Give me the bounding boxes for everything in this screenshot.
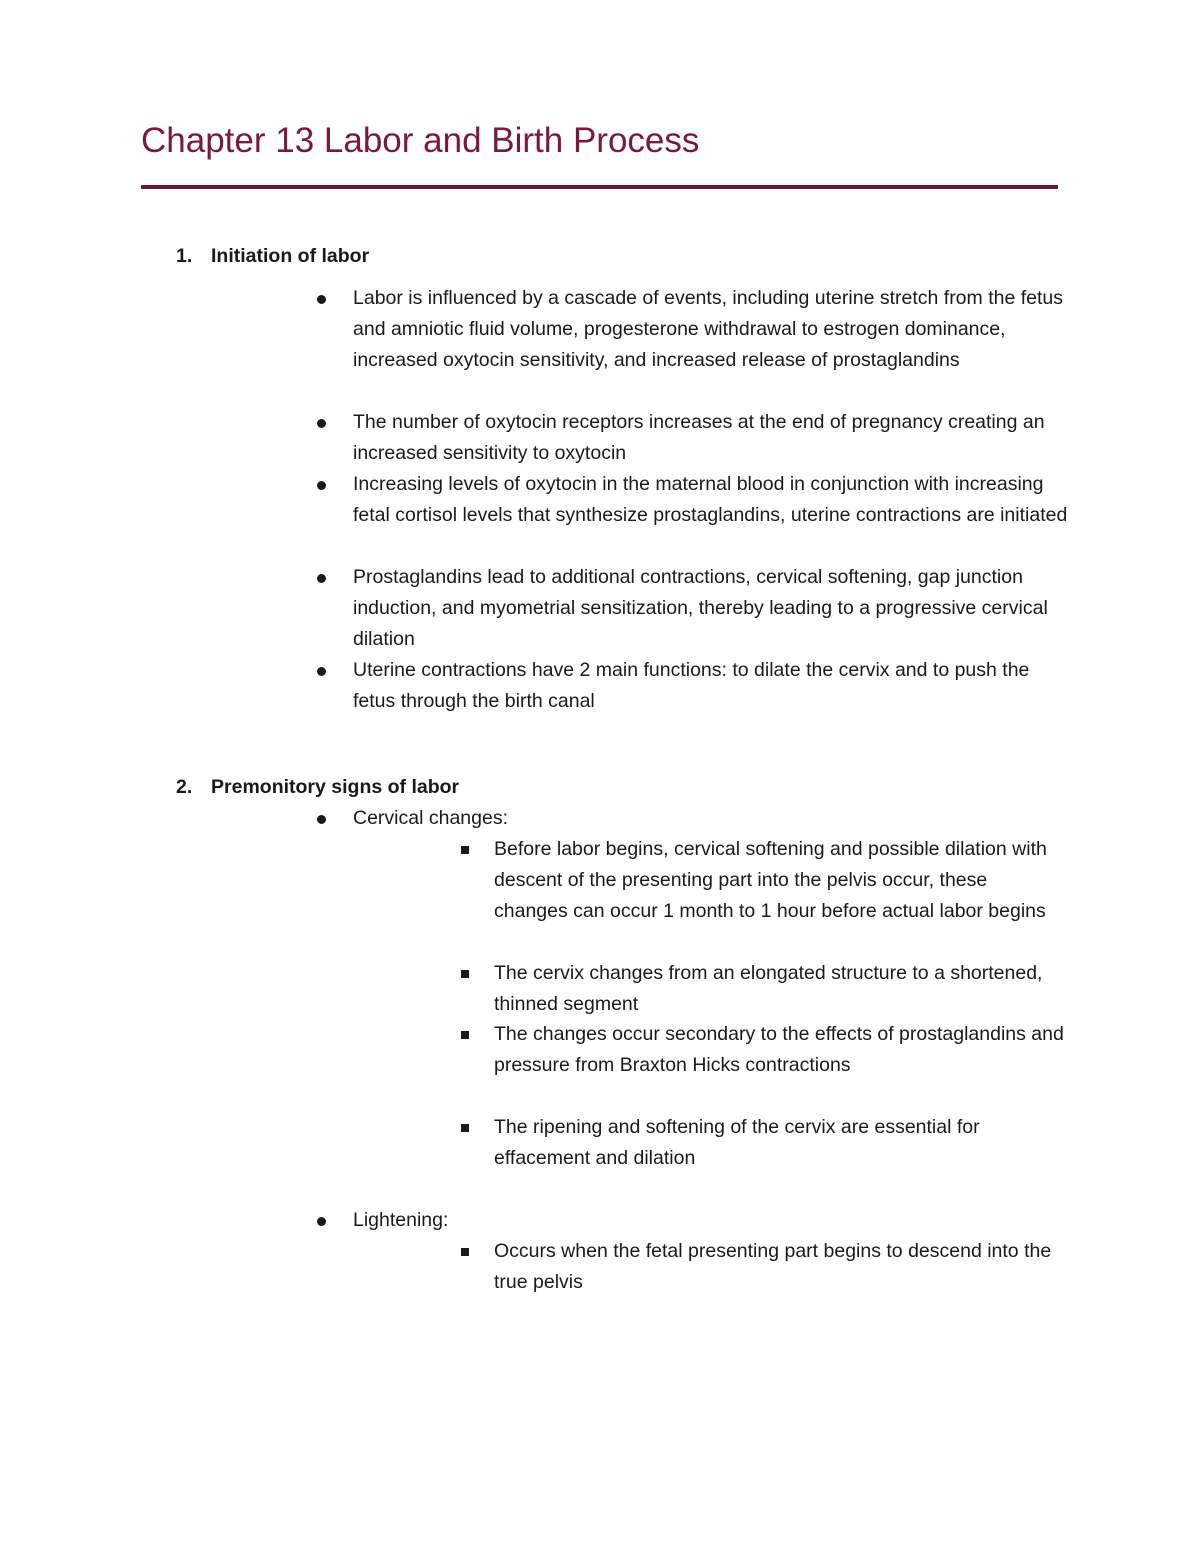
list-item-text: Lightening: bbox=[353, 1209, 449, 1231]
bullet-dot-icon bbox=[317, 1217, 326, 1226]
list-item-text: Increasing levels of oxytocin in the maternal blood in conjunction with increasing fetal cortisol levels that synthesize prostaglandins, uterine contractions are initiated bbox=[353, 473, 1068, 526]
bullet-square-icon bbox=[461, 1124, 469, 1132]
bullet-dot-icon bbox=[317, 295, 326, 304]
page-title: Chapter 13 Labor and Birth Process bbox=[141, 121, 700, 160]
list-item bbox=[353, 1205, 1073, 1236]
list-item-text: Labor is influenced by a cascade of events, including uterine stretch from the fetus and amniotic fluid volume, progesterone withdrawal to estrogen dominance, increased oxytocin sensitivity, and increased release of prostaglandins bbox=[353, 287, 1063, 371]
list-item bbox=[353, 655, 1073, 717]
sub-list-item-text: Occurs when the fetal presenting part begins to descend into the true pelvis bbox=[494, 1240, 1052, 1293]
list-item-text: Cervical changes: bbox=[353, 807, 508, 829]
bullet-square-icon bbox=[461, 1031, 469, 1039]
title-divider bbox=[141, 185, 1058, 189]
bullet-square-icon bbox=[461, 1248, 469, 1256]
sub-list-item-text: The cervix changes from an elongated structure to a shortened, thinned segment bbox=[494, 962, 1043, 1015]
sub-list-item bbox=[494, 958, 1064, 1020]
list-item bbox=[353, 407, 1073, 469]
sub-list-item bbox=[494, 834, 1064, 927]
section-number: 2. bbox=[176, 776, 193, 798]
sub-list-item bbox=[494, 1019, 1064, 1081]
list-item-text: The number of oxytocin receptors increases at the end of pregnancy creating an increased sensitivity to oxytocin bbox=[353, 411, 1045, 464]
bullet-dot-icon bbox=[317, 815, 326, 824]
sub-list-item-text: Before labor begins, cervical softening and possible dilation with descent of the presenting part into the pelvis occur, these changes can occur 1 month to 1 hour before actual labor begins bbox=[494, 838, 1047, 922]
bullet-dot-icon bbox=[317, 574, 326, 583]
section-heading bbox=[176, 241, 369, 272]
bullet-dot-icon bbox=[317, 667, 326, 676]
bullet-dot-icon bbox=[317, 481, 326, 490]
bullet-square-icon bbox=[461, 970, 469, 978]
bullet-dot-icon bbox=[317, 419, 326, 428]
sub-list-item-text: The ripening and softening of the cervix are essential for effacement and dilation bbox=[494, 1116, 980, 1169]
sub-list-item bbox=[494, 1112, 1064, 1174]
section-number: 1. bbox=[176, 245, 193, 267]
list-item-text: Prostaglandins lead to additional contractions, cervical softening, gap junction induction, and myometrial sensitization, thereby leading to a progressive cervical dilation bbox=[353, 566, 1048, 650]
sub-list-item bbox=[494, 1236, 1064, 1298]
list-item bbox=[353, 562, 1073, 655]
list-item bbox=[353, 803, 1073, 834]
bullet-square-icon bbox=[461, 846, 469, 854]
section-title: Initiation of labor bbox=[211, 245, 370, 267]
sub-list-item-text: The changes occur secondary to the effects of prostaglandins and pressure from Braxton Hicks contractions bbox=[494, 1023, 1064, 1076]
list-item bbox=[353, 469, 1073, 531]
section-heading bbox=[176, 772, 459, 803]
list-item bbox=[353, 283, 1073, 376]
section-title: Premonitory signs of labor bbox=[211, 776, 460, 798]
list-item-text: Uterine contractions have 2 main functions: to dilate the cervix and to push the fetus through the birth canal bbox=[353, 659, 1030, 712]
